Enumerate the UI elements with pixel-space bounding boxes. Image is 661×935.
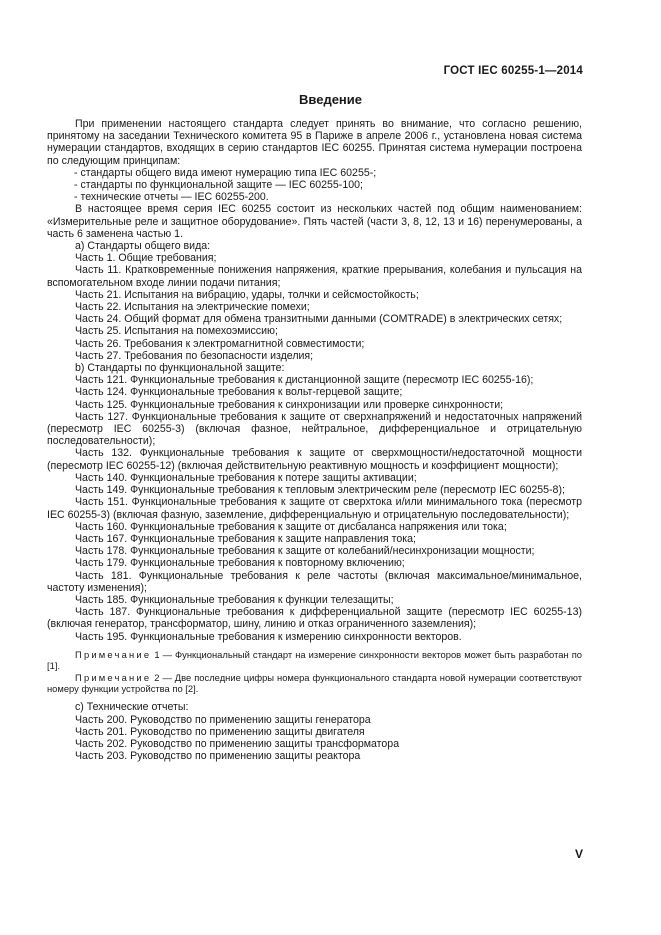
list-item: Часть 167. Функциональные требования к защите направления тока; [75, 532, 416, 545]
intro-paragraph: В настоящее время серия IEC 60255 состоит из нескольких частей под общим наименованием: «Измерительные реле и защитное оборудование». Пять частей (части 3, 8, 12, 13 и 16) перенумерованы, а часть 6 заменена частью 1. [47, 203, 582, 240]
list-item: Часть 26. Требования к электромагнитной совместимости; [75, 337, 365, 350]
section-b-list [47, 362, 582, 643]
note-2 [47, 672, 582, 695]
list-item: Часть 124. Функциональные требования к вольт-герцевой защите; [75, 386, 403, 399]
list-item: Часть 121. Функциональные требования к дистанционной защите (пересмотр IEC 60255-16); [75, 374, 534, 387]
list-item: Часть 125. Функциональные требования к синхронизации или проверке синхронности; [75, 398, 504, 411]
list-item: Часть 181. Функциональные требования к реле частоты (включая максимальное/минимальное, частоту изменения); [47, 569, 582, 594]
list-item: Часть 203. Руководство по применению защиты реактора [75, 750, 361, 763]
section-title: Введение [299, 92, 362, 107]
intro-bullet: - стандарты по функциональной защите — IEC 60255-100; [74, 179, 363, 192]
list-item: Часть 25. Испытания на помехоэмиссию; [75, 325, 278, 338]
list-item: Часть 24. Общий формат для обмена транзитными данными (COMTRADE) в электрических сетях; [75, 313, 563, 326]
list-item: Часть 202. Руководство по применению защиты трансформатора [75, 737, 400, 750]
note-number: 1 [154, 648, 160, 660]
list-item: Часть 21. Испытания на вибрацию, удары, толчки и сейсмостойкость; [75, 288, 419, 301]
list-item: Часть 11. Кратковременные понижения напряжения, краткие прерывания, колебания и пульсация на вспомогательном входе линии подачи питания; [47, 264, 582, 289]
document-code-header: ГОСТ IEC 60255-1—2014 [443, 65, 583, 77]
note-text: — Функциональный стандарт на измерение синхронности векторов может быть разработан по [1]. [47, 648, 582, 672]
note-label: Примечание [75, 671, 152, 683]
section-heading: b) Стандарты по функциональной защите: [75, 362, 285, 375]
document-body [47, 118, 582, 762]
intro-paragraph: При применении настоящего стандарта следует принять во внимание, что согласно решению, принятому на заседании Технического комитета 95 в Париже в апреле 2006 г., установлена новая система нумерации стандартов, входящих в серию стандартов IEC 60255. Принятая система нумерации построена по следующим принципам: [47, 118, 582, 167]
list-item: Часть 178. Функциональные требования к защите от колебаний/несинхронизации мощности; [75, 545, 535, 558]
note-text: — Две последние цифры номера функционального стандарта новой нумерации соответствуют номеру функции устройства по [2]. [47, 671, 582, 694]
list-item: Часть 151. Функциональные требования к защите от сверхтока и/или минимального тока (пересмотр IEC 60255-3) (включая фазную, заземление, дифференциальную и отрицательную последовательности); [47, 496, 582, 521]
intro-bullet: - технические отчеты — IEC 60255-200. [74, 191, 269, 204]
notes-block [47, 649, 582, 695]
list-item: Часть 185. Функциональные требования к функции телезащиты; [75, 593, 394, 606]
note-label: Примечание [75, 648, 152, 660]
list-item: Часть 201. Руководство по применению защиты двигателя [75, 725, 365, 738]
list-item: Часть 27. Требования по безопасности изделия; [75, 349, 314, 362]
list-item: Часть 1. Общие требования; [75, 252, 217, 265]
section-a-list [47, 240, 582, 362]
list-item: Часть 22. Испытания на электрические помехи; [75, 301, 310, 314]
list-item: Часть 127. Функциональные требования к защите от сверхнапряжений и недостаточных напряжений (пересмотр IEC 60255-3) (включая фазное, нейтральное, дифференциальное и отрицательную последовательности); [47, 410, 582, 448]
list-item: Часть 195. Функциональные требования к измерению синхронности векторов. [75, 630, 462, 643]
list-item: Часть 132. Функциональные требования к защите от сверхмощности/недостаточной мощности (пересмотр IEC 60255-12) (включая действительную реактивную мощность и коэффициент мощности); [47, 447, 582, 472]
note-1 [47, 649, 582, 672]
list-item: Часть 200. Руководство по применению защиты генератора [75, 713, 371, 726]
list-item: Часть 187. Функциональные требования к дифференциальной защите (пересмотр IEC 60255-13) (включая генератор, трансформатор, шину, линию и отказ ограниченного заземления); [47, 606, 582, 631]
note-number: 2 [154, 671, 160, 683]
section-heading: а) Стандарты общего вида: [75, 240, 211, 253]
list-item: Часть 160. Функциональные требования к защите от дисбаланса напряжения или тока; [75, 520, 507, 533]
list-item: Часть 140. Функциональные требования к потере защиты активации; [75, 471, 417, 484]
list-item: Часть 179. Функциональные требования к повторному включению; [75, 557, 405, 570]
section-c-list [47, 701, 582, 762]
section-heading: с) Технические отчеты: [75, 701, 189, 714]
page-number: V [574, 847, 583, 861]
intro-bullet: - стандарты общего вида имеют нумерацию типа IEC 60255-; [74, 166, 377, 179]
list-item: Часть 149. Функциональные требования к тепловым электрическим реле (пересмотр IEC 60255-8); [75, 484, 565, 497]
